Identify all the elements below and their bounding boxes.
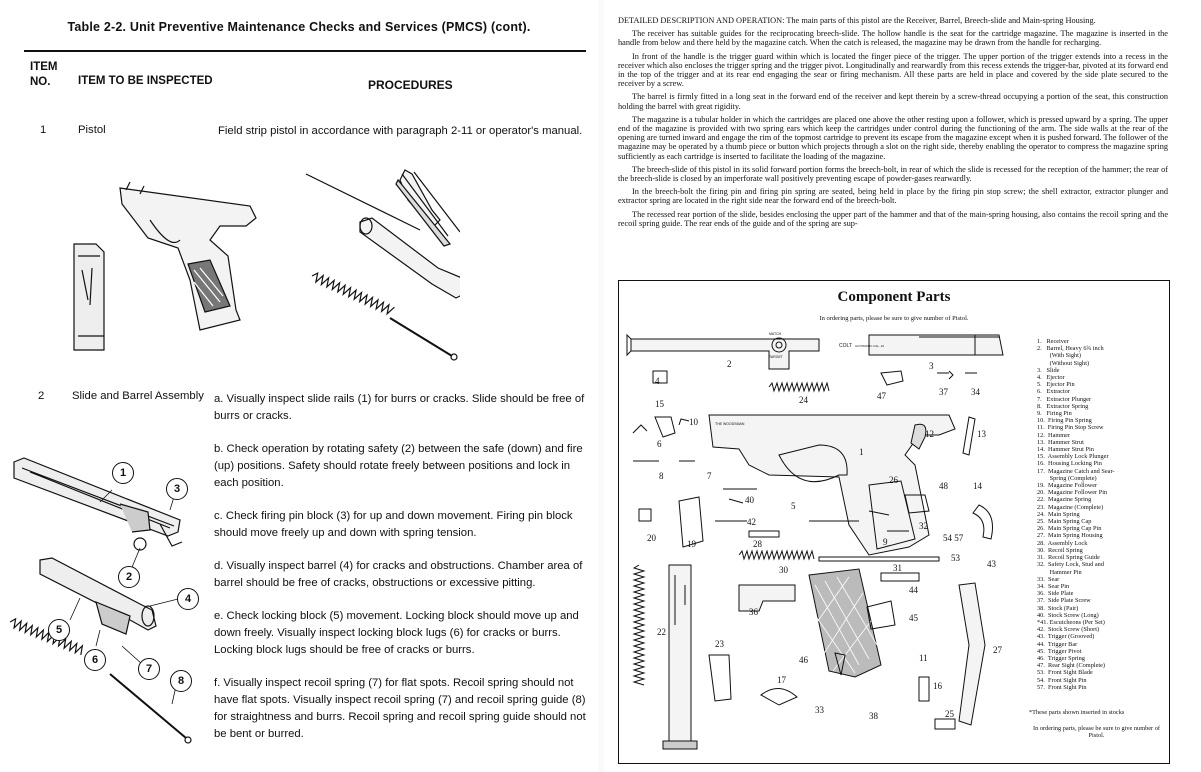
row2-procedures: [214, 391, 586, 759]
part-number-47: 47: [877, 391, 886, 401]
procedure-c: c. Check firing pin block (3) for up and down movement. Firing pin block should move freely up and down with spring tension.: [214, 510, 573, 539]
parts-list-entry: 38. Stock (Pair): [1037, 604, 1079, 612]
part-number-36: 36: [749, 607, 758, 617]
barrel-marking-2: TARGET: [769, 355, 783, 359]
parts-list-entry: 2. Barrel, Heavy 6¾ inch: [1037, 345, 1104, 353]
description-paragraph-1: DETAILED DESCRIPTION AND OPERATION: The main parts of this pistol are the Receiver, Barrel, Breech-slide and Main-spring Housing.: [618, 16, 1096, 25]
part-number-23: 23: [715, 639, 724, 649]
part-number-1: 1: [859, 447, 864, 457]
row2-item-no: 2: [38, 390, 45, 402]
description-paragraph-2: The receiver has suitable guides for the reciprocating breech-slide. The hollow handle is the seat for the cartridge magazine. The magazine is inserted in the handle from below and there held by the magazine catch. When the catch is released, the magazine may be drawn from the handle for recharging.: [618, 29, 1168, 48]
part-number-16: 16: [933, 681, 942, 691]
receiver-marking: THE WOODSMAN: [715, 422, 745, 426]
parts-list-entry: 8. Extractor Spring: [1037, 402, 1089, 410]
part-number-53: 53: [951, 553, 960, 563]
header-rule: [24, 50, 586, 52]
part-number-20: 20: [647, 533, 656, 543]
parts-list-entry: 24. Main Spring: [1037, 510, 1080, 518]
description-paragraph-7: In the breech-bolt the firing pin and firing pin spring are seated, being held in place by the firing pin stop screw; the shell extractor, extractor plunger and extractor spring are located in the right side near the forward end of the breech-bolt.: [618, 187, 1168, 206]
parts-list-entry: 20. Magazine Follower Pin: [1037, 489, 1108, 497]
part-number-42: 42: [747, 517, 756, 527]
slide-assembly-drawing: [14, 458, 182, 550]
row1-item-no: 1: [40, 124, 47, 136]
parts-list-entry: 42. Stock Screw (Short): [1037, 626, 1100, 634]
part-number-5: 5: [791, 501, 796, 511]
field-stripped-pistol-illustration: [60, 160, 460, 370]
parts-list-entry: 17. Magazine Catch and Sear-: [1037, 467, 1115, 475]
barrel-drawing: [360, 218, 460, 298]
magazine-spring-drawing: [634, 565, 644, 685]
magazine-part-drawing: [663, 565, 697, 749]
parts-list-entry: 1. Receiver: [1037, 338, 1069, 345]
callout-6: 6: [84, 649, 106, 671]
part-number-45: 45: [909, 613, 918, 623]
part-number-11: 11: [919, 653, 928, 663]
parts-list-entry: 25. Main Spring Cap: [1037, 518, 1092, 526]
parts-list-entry: 9. Firing Pin: [1037, 410, 1072, 418]
part-number-34: 34: [971, 387, 980, 397]
part-number-48: 48: [939, 481, 948, 491]
parts-list-entry: 37. Side Plate Screw: [1037, 597, 1091, 605]
parts-list-entry: 3. Slide: [1037, 366, 1060, 374]
callout-5: 5: [48, 619, 70, 641]
part-number-12: 12: [925, 429, 934, 439]
description-paragraph-3: In front of the handle is the trigger guard within which is located the finger piece of the trigger. The upper portion of the trigger extends into a recess in the receiver which also encloses the trigger spring and the trigger pivot. Longitudinally and rearwardly from this recess extends the trigger-bar, pivoted at its forward end in the top of the trigger and at its rear end engaging the sear or firing mechanism. All these parts are held in place and covered by the side plate secured to the receiver by a screw.: [618, 51, 1168, 89]
part-number-40: 40: [745, 495, 754, 505]
main-spring-drawing: [769, 383, 829, 391]
parts-list-entry: 13. Hammer Strut: [1037, 438, 1084, 446]
column-header-procedures: PROCEDURES: [368, 78, 453, 92]
part-number-7: 7: [707, 471, 712, 481]
part-number-2: 2: [727, 359, 732, 369]
parts-list-entry: 10. Firing Pin Spring: [1037, 417, 1092, 425]
callout-4: 4: [177, 588, 199, 610]
column-header-item-no: [30, 60, 57, 90]
parts-list-entry: 47. Rear Sight (Complete): [1037, 662, 1106, 670]
barrel-marking-1: MATCH: [769, 332, 782, 336]
part-number-8: 8: [659, 471, 664, 481]
callout-8: 8: [170, 670, 192, 692]
part-number-17: 17: [777, 675, 786, 685]
parts-list-entry: 32. Safety Lock, Stud and: [1037, 561, 1104, 569]
parts-list-entry: 27. Main Spring Housing: [1037, 532, 1103, 540]
parts-footnote: *These parts shown inserted in stocks: [1029, 709, 1125, 716]
magazine-drawing: [74, 244, 104, 350]
parts-list-entry: 6. Extractor: [1037, 388, 1070, 396]
part-number-43: 43: [987, 559, 996, 569]
part-number-25: 25: [945, 709, 954, 719]
slide-marking: COLT: [839, 343, 852, 349]
parts-list-entry: 23. Magazine (Complete): [1037, 503, 1104, 511]
parts-list-entry: 54. Front Sight Pin: [1037, 676, 1087, 684]
part-number-4: 4: [655, 376, 660, 386]
pistol-description-page: [604, 0, 1201, 772]
part-number-28: 28: [753, 539, 762, 549]
exploded-parts-diagram: [619, 325, 1029, 761]
part-number-26: 26: [889, 475, 898, 485]
frame-drawing: [120, 182, 256, 330]
part-number-3: 3: [929, 361, 934, 371]
parts-list-entry: 28. Assembly Lock: [1037, 539, 1088, 547]
parts-ordering-note: In ordering parts, please be sure to give number of Pistol.: [1033, 725, 1160, 740]
part-number-32: 32: [919, 521, 928, 531]
slide-part-drawing: [869, 335, 1003, 355]
description-paragraph-8: The recessed rear portion of the slide, besides enclosing the upper part of the hammer and that of the main-spring housing, also contains the recoil spring and the recoil spring guide. The rear ends of the guide and of the spring are sup-: [618, 209, 1168, 228]
parts-list-entry: 19. Magazine Follower: [1037, 482, 1098, 490]
part-number-22: 22: [657, 627, 666, 637]
parts-list-entry: (Without Sight): [1037, 359, 1090, 367]
parts-list-entry: Hammer Pin: [1037, 568, 1082, 576]
part-number-27: 27: [993, 645, 1002, 655]
parts-list-entry: 7. Extractor Plunger: [1037, 395, 1092, 403]
parts-list-entry: 33. Sear: [1037, 575, 1060, 583]
parts-list-entry: 57. Front Sight Pin: [1037, 683, 1087, 691]
recoil-spring-part-drawing: [739, 551, 814, 559]
procedure-e: e. Check locking block (5) movement. Locking block should move up and down freely. Visually inspect locking block lugs (6) for cracks or burrs. Locking block lugs should be free of cracks or burrs.: [214, 610, 579, 656]
parts-list-entry: 14. Hammer Strut Pin: [1037, 446, 1094, 454]
parts-list-entry: 30. Recoil Spring: [1037, 546, 1083, 554]
part-number-13: 13: [977, 429, 986, 439]
parts-list-entry: 44. Trigger Bar: [1037, 640, 1078, 648]
procedure-a: a. Visually inspect slide rails (1) for burrs or cracks. Slide should be free of burrs or cracks.: [214, 393, 585, 422]
part-number-24: 24: [799, 395, 808, 405]
part-number-37: 37: [939, 387, 948, 397]
parts-list-entry: 5. Ejector Pin: [1037, 381, 1075, 389]
callout-2: 2: [118, 566, 140, 588]
part-number-46: 46: [799, 655, 808, 665]
barrel-part-drawing: [627, 335, 819, 369]
parts-list-entry: 15. Assembly Lock Plunger: [1037, 453, 1109, 461]
parts-list-entry: 26. Main Spring Cap Pin: [1037, 525, 1102, 533]
parts-list-entry: Spring (Complete): [1037, 474, 1097, 482]
parts-list-entry: 22. Magazine Spring: [1037, 496, 1092, 504]
parts-list-entry: 12. Hammer: [1037, 431, 1071, 439]
parts-list-entry: 40. Stock Screw (Long): [1037, 611, 1099, 619]
procedure-f: f. Visually inspect recoil spring (7) for flat spots. Recoil spring should not have flat spots. Visually inspect recoil spring (7) and recoil spring guide (8) for straightness and burrs. Recoil spring and recoil spring guide should not be bent or burred.: [214, 677, 586, 740]
description-paragraph-6: The breech-slide of this pistol in its solid forward portion forms the breech-bolt, in rear of which the slide is recessed for the reception of the hammer; the rear of the breech-slide is closed by an imperforate wall positively preventing escape of powder-gases rearwardly.: [618, 164, 1168, 184]
parts-list-entry: 36. Side Plate: [1037, 590, 1074, 598]
part-number-6: 6: [657, 439, 662, 449]
procedure-b: b. Check operation by rotating safety (2) between the safe (down) and fire (up) positions. Safety should rotate freely between positions and lock in each position.: [214, 443, 583, 489]
description-paragraph-4: The barrel is firmly fitted in a long seat in the forward end of the receiver and kept therein by a screw-thread occupying a portion of the seat, this construction holding the barrel with great rigidity.: [618, 92, 1168, 111]
parts-list-entry: 45. Trigger Pivot: [1037, 647, 1082, 655]
parts-list-entry: 16. Housing Locking Pin: [1037, 460, 1102, 468]
callout-1: 1: [112, 462, 134, 484]
parts-list: [1037, 338, 1167, 691]
side-plate-part-drawing: [739, 585, 795, 611]
part-number-14: 14: [973, 481, 982, 491]
callout-7: 7: [138, 658, 160, 680]
detailed-description-text: [618, 16, 1168, 232]
column-header-inspected: ITEM TO BE INSPECTED: [78, 75, 213, 87]
procedure-d: d. Visually inspect barrel (4) for cracks and obstructions. Chamber area of barrel should be free of cracks, obstructions or excessive pitting.: [214, 560, 583, 589]
row1-procedure: Field strip pistol in accordance with paragraph 2-11 or operator's manual.: [218, 125, 583, 137]
parts-list-entry: 4. Ejector: [1037, 374, 1065, 382]
slide-marking-small: AUTOMATIC CAL. 22: [855, 344, 885, 348]
parts-list-entry: 46. Trigger Spring: [1037, 654, 1085, 662]
part-number-38: 38: [869, 711, 878, 721]
description-paragraph-5: The magazine is a tubular holder in which the cartridges are placed one above the other resting upon a follower, which is pressed upward by a spring. The upper end of the magazine is provided with two spring ears which keep the cartridges under control during the functioning of the arm. The side walls at the rear of the opening are turned inward and engage the rim of the topmost cartridge to prevent its escape from the magazine except when it is pushed forward. The follower of the magazine may be operated by a thumb piece or button which projects through a slot on the right side, thereby enabling the operator to compress the magazine spring sufficiently as each cartridge is inserted to facilitate the loading of the magazine.: [618, 114, 1168, 161]
row2-item-name: Slide and Barrel Assembly: [72, 390, 204, 402]
part-number-9: 9: [883, 537, 888, 547]
parts-list-entry: 31. Recoil Spring Guide: [1037, 554, 1100, 562]
parts-list-entry: 11. Firing Pin Stop Screw: [1037, 424, 1104, 432]
row1-item-name: Pistol: [78, 124, 106, 136]
part-number-54-57: 54 57: [943, 533, 964, 543]
column-header-item-line2: NO.: [30, 76, 51, 88]
part-number-19: 19: [687, 539, 696, 549]
parts-list-entry: (With Sight): [1037, 352, 1081, 360]
parts-list-entry: *41. Escutcheons (Per Set): [1037, 618, 1105, 626]
parts-list-entry: 34. Sear Pin: [1037, 582, 1070, 590]
part-number-30: 30: [779, 565, 788, 575]
part-number-44: 44: [909, 585, 918, 595]
component-parts-box: [618, 280, 1170, 764]
parts-list-entry: 43. Trigger (Grooved): [1037, 633, 1095, 641]
pmcs-table-page: [0, 0, 598, 772]
part-number-15: 15: [655, 399, 664, 409]
trigger-drawing: [973, 505, 993, 539]
part-number-10: 10: [689, 417, 698, 427]
main-spring-housing-drawing: [959, 583, 985, 725]
parts-list-entry: 53. Front Sight Blade: [1037, 669, 1093, 677]
part-number-31: 31: [893, 563, 902, 573]
component-parts-title: Component Parts: [837, 289, 951, 305]
component-parts-subtitle: In ordering parts, please be sure to give number of Pistol.: [819, 315, 969, 322]
table-title: Table 2-2. Unit Preventive Maintenance Checks and Services (PMCS) (cont).: [67, 20, 531, 34]
recoil-spring-guide-part-drawing: [819, 557, 939, 561]
part-number-33: 33: [815, 705, 824, 715]
callout-3: 3: [166, 478, 188, 500]
recoil-spring-drawing: [9, 617, 85, 655]
column-header-item-line1: ITEM: [30, 61, 58, 73]
